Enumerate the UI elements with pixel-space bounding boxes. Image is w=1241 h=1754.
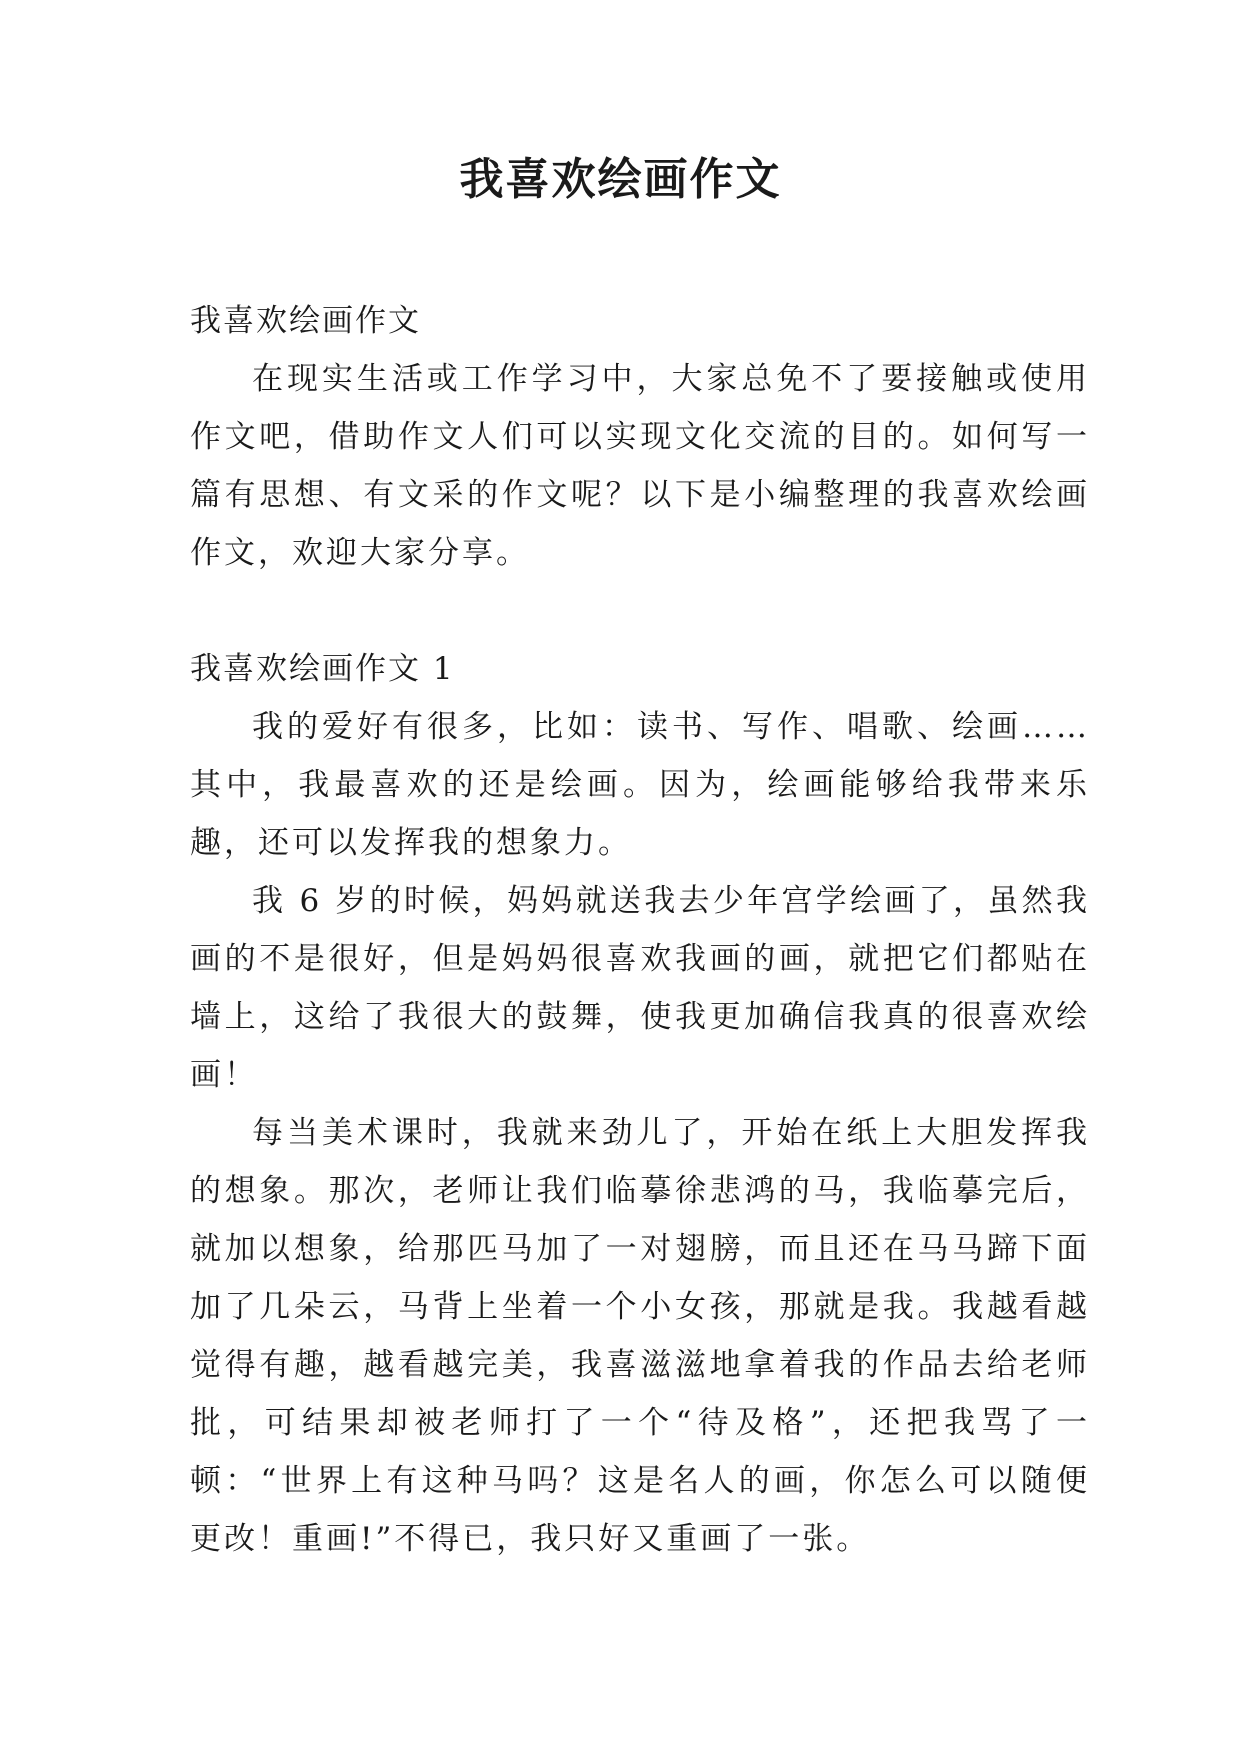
essay-heading: 我喜欢绘画作文 1 — [190, 651, 455, 687]
essay-paragraph-3: 每当美术课时，我就来劲儿了，开始在纸上大胆发挥我的想象。那次，老师让我们临摹徐悲鸿的马，我临摹完后，就加以想象，给那匹马加了一对翅膀，而且还在马马蹄下面加了几朵云，马背上坐着一个小女孩，那就是我。我越看越觉得有趣，越看越完美，我喜滋滋地拿着我的作品去给老师批，可结果却被老师打了一个“待及格”，还把我骂了一顿：“世界上有这种马吗？这是名人的画，你怎么可以随便更改！重画!”不得已，我只好又重画了一张。 — [190, 1115, 1090, 1557]
subtitle: 我喜欢绘画作文 — [190, 303, 421, 339]
document-body — [190, 292, 1090, 1568]
section-gap — [190, 582, 1090, 640]
intro-paragraph: 在现实生活或工作学习中，大家总免不了要接触或使用作文吧，借助作文人们可以实现文化交流的目的。如何写一篇有思想、有文采的作文呢？以下是小编整理的我喜欢绘画作文，欢迎大家分享。 — [190, 361, 1090, 571]
document-title: 我喜欢绘画作文 — [459, 154, 782, 205]
essay-paragraph-2: 我 6 岁的时候，妈妈就送我去少年宫学绘画了，虽然我画的不是很好，但是妈妈很喜欢我画的画，就把它们都贴在墙上，这给了我很大的鼓舞，使我更加确信我真的很喜欢绘画！ — [190, 883, 1090, 1093]
essay-paragraph-1: 我的爱好有很多，比如：读书、写作、唱歌、绘画……其中，我最喜欢的还是绘画。因为，绘画能够给我带来乐趣，还可以发挥我的想象力。 — [190, 709, 1090, 861]
